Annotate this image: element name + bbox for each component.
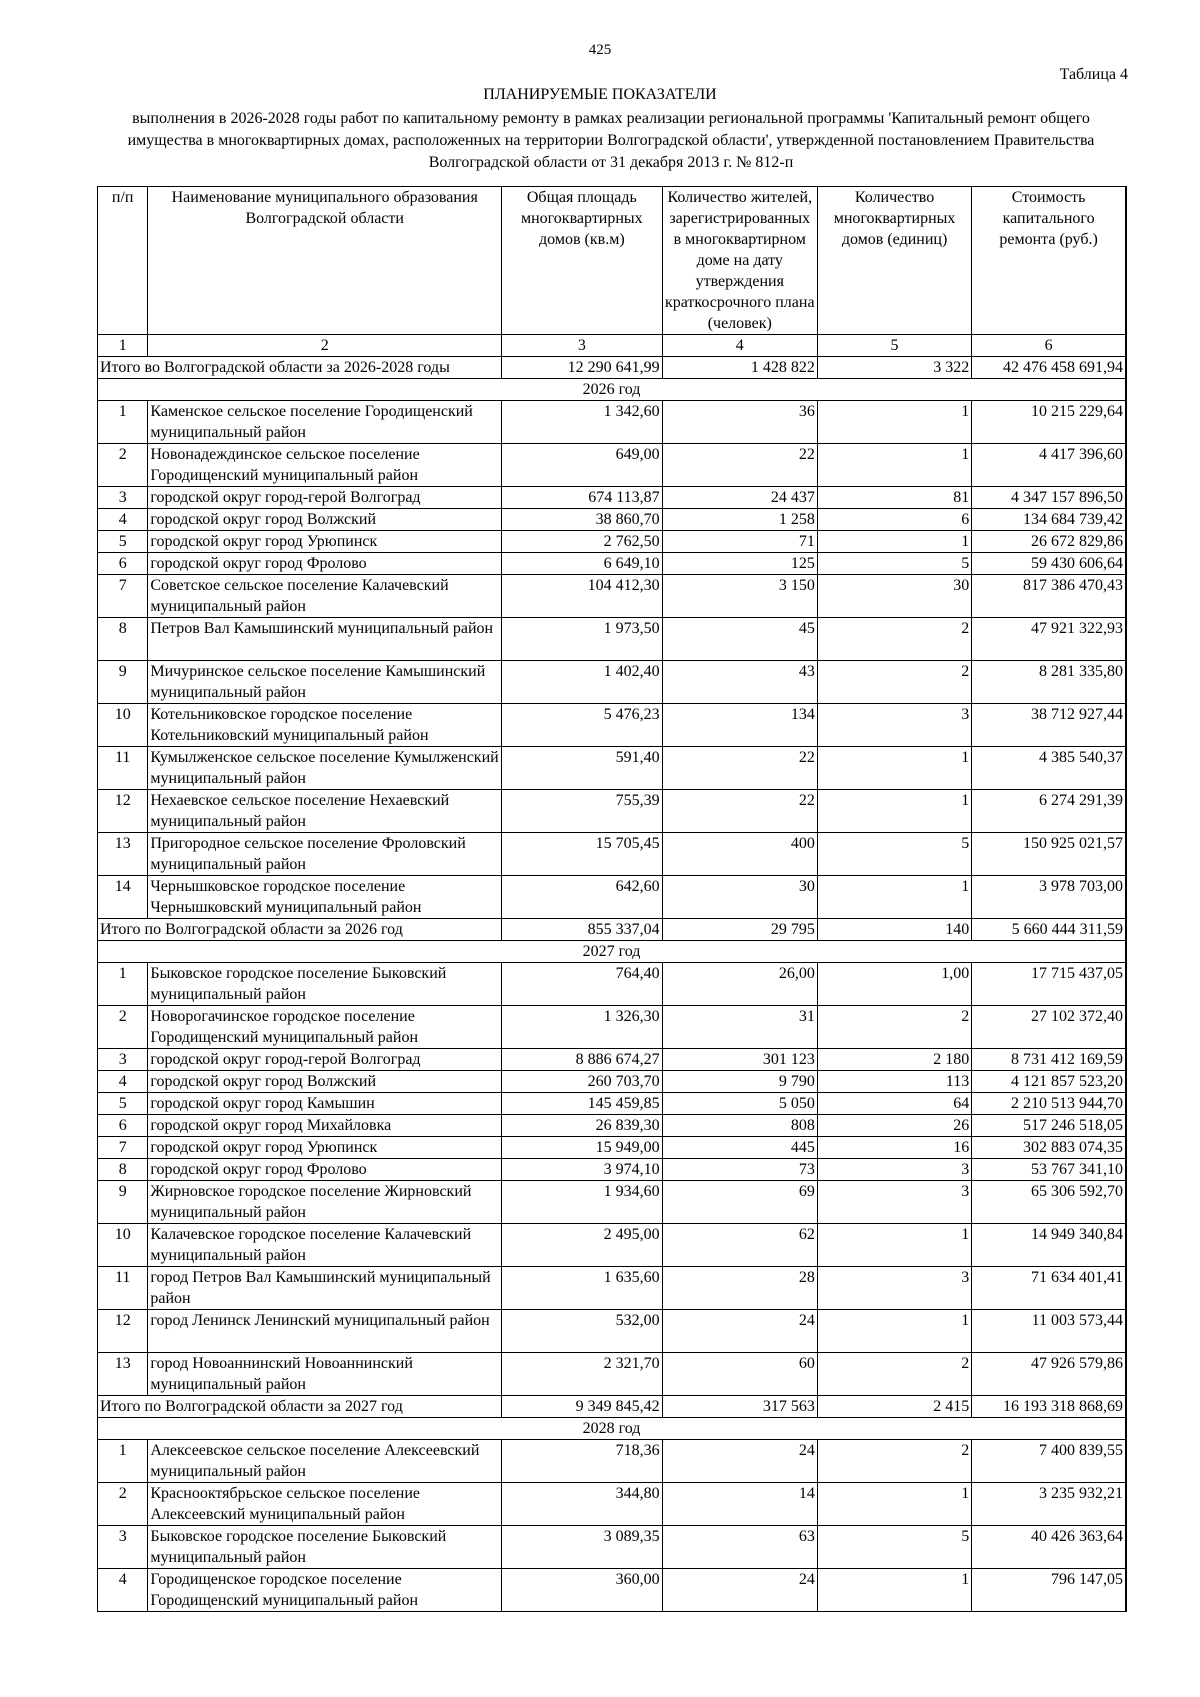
- municipality-name: Краснооктябрьское сельское поселение Алексеевский муниципальный район: [148, 1483, 502, 1526]
- municipality-name: городской округ город Фролово: [148, 1159, 502, 1181]
- cost-value: 10 215 229,64: [972, 401, 1126, 444]
- year-total-row: [98, 1396, 1127, 1418]
- cost-value: 27 102 372,40: [972, 1006, 1126, 1049]
- houses-value: 3: [817, 1181, 971, 1224]
- municipality-name: Алексеевское сельское поселение Алексеевский муниципальный район: [148, 1440, 502, 1483]
- col-number: 4: [662, 335, 817, 357]
- houses-value: 81: [817, 487, 971, 509]
- indicators-table: [97, 186, 1127, 1612]
- houses-value: 2: [817, 661, 971, 704]
- area-value: 764,40: [502, 963, 663, 1006]
- houses-value: 5: [817, 833, 971, 876]
- municipality-name: городской округ город Урюпинск: [148, 1137, 502, 1159]
- row-number: 7: [98, 1137, 148, 1159]
- cost-value: 3 978 703,00: [972, 876, 1126, 919]
- houses-value: 2 180: [817, 1049, 971, 1071]
- area-value: 1 342,60: [502, 401, 663, 444]
- houses-value: 1: [817, 790, 971, 833]
- residents-value: 24: [662, 1569, 817, 1612]
- residents-value: 62: [662, 1224, 817, 1267]
- houses-value: 2: [817, 1440, 971, 1483]
- houses-value: 16: [817, 1137, 971, 1159]
- row-number: 9: [98, 661, 148, 704]
- grand-total-houses: 3 322: [817, 357, 971, 379]
- houses-value: 3: [817, 704, 971, 747]
- year-total-residents: 29 795: [662, 919, 817, 941]
- table-row: [98, 1071, 1127, 1093]
- residents-value: 1 258: [662, 509, 817, 531]
- year-header-row: [98, 1418, 1127, 1440]
- area-value: 2 321,70: [502, 1353, 663, 1396]
- area-value: 360,00: [502, 1569, 663, 1612]
- area-value: 3 089,35: [502, 1526, 663, 1569]
- page-number: 425: [588, 42, 612, 58]
- cost-value: 71 634 401,41: [972, 1267, 1126, 1310]
- table-row: [98, 1440, 1127, 1483]
- table-row: [98, 553, 1127, 575]
- row-number: 11: [98, 1267, 148, 1310]
- houses-value: 26: [817, 1115, 971, 1137]
- municipality-name: городской округ город Фролово: [148, 553, 502, 575]
- cost-value: 65 306 592,70: [972, 1181, 1126, 1224]
- document-title: ПЛАНИРУЕМЫЕ ПОКАЗАТЕЛИ: [483, 86, 717, 103]
- municipality-name: Нехаевское сельское поселение Нехаевский муниципальный район: [148, 790, 502, 833]
- cost-value: 47 926 579,86: [972, 1353, 1126, 1396]
- row-number: 9: [98, 1181, 148, 1224]
- grand-total-area: 12 290 641,99: [502, 357, 663, 379]
- municipality-name: Петров Вал Камышинский муниципальный район: [148, 618, 502, 661]
- area-value: 145 459,85: [502, 1093, 663, 1115]
- row-number: 7: [98, 575, 148, 618]
- residents-value: 63: [662, 1526, 817, 1569]
- table-row: [98, 876, 1127, 919]
- municipality-name: Калачевское городское поселение Калачевский муниципальный район: [148, 1224, 502, 1267]
- cost-value: 8 281 335,80: [972, 661, 1126, 704]
- cost-value: 7 400 839,55: [972, 1440, 1126, 1483]
- houses-value: 2: [817, 618, 971, 661]
- cost-value: 4 121 857 523,20: [972, 1071, 1126, 1093]
- header-residents: Количество жителей, зарегистрированных в многоквартирном доме на дату утверждения краткосрочного плана (человек): [662, 187, 817, 335]
- header-area: Общая площадь многоквартирных домов (кв.м): [502, 187, 663, 335]
- residents-value: 22: [662, 747, 817, 790]
- row-number: 3: [98, 1526, 148, 1569]
- row-number: 13: [98, 1353, 148, 1396]
- cost-value: 14 949 340,84: [972, 1224, 1126, 1267]
- cost-value: 6 274 291,39: [972, 790, 1126, 833]
- table-row: [98, 1137, 1127, 1159]
- area-value: 15 705,45: [502, 833, 663, 876]
- year-label: 2026 год: [98, 379, 1127, 401]
- year-total-label: Итого по Волгоградской области за 2027 год: [98, 1396, 502, 1418]
- residents-value: 31: [662, 1006, 817, 1049]
- municipality-name: Пригородное сельское поселение Фроловский муниципальный район: [148, 833, 502, 876]
- houses-value: 5: [817, 1526, 971, 1569]
- table-row: [98, 1353, 1127, 1396]
- table-row: [98, 1224, 1127, 1267]
- row-number: 5: [98, 1093, 148, 1115]
- year-total-houses: 140: [817, 919, 971, 941]
- area-value: 718,36: [502, 1440, 663, 1483]
- year-label: 2028 год: [98, 1418, 1127, 1440]
- cost-value: 3 235 932,21: [972, 1483, 1126, 1526]
- row-number: 8: [98, 618, 148, 661]
- header-cost: Стоимость капитального ремонта (руб.): [972, 187, 1126, 335]
- area-value: 6 649,10: [502, 553, 663, 575]
- municipality-name: Кумылженское сельское поселение Кумылженский муниципальный район: [148, 747, 502, 790]
- cost-value: 53 767 341,10: [972, 1159, 1126, 1181]
- houses-value: 1: [817, 1310, 971, 1353]
- area-value: 1 402,40: [502, 661, 663, 704]
- area-value: 3 974,10: [502, 1159, 663, 1181]
- residents-value: 14: [662, 1483, 817, 1526]
- area-value: 260 703,70: [502, 1071, 663, 1093]
- houses-value: 1,00: [817, 963, 971, 1006]
- table-row: [98, 1159, 1127, 1181]
- residents-value: 22: [662, 790, 817, 833]
- cost-value: 150 925 021,57: [972, 833, 1126, 876]
- cost-value: 8 731 412 169,59: [972, 1049, 1126, 1071]
- area-value: 1 934,60: [502, 1181, 663, 1224]
- cost-value: 4 417 396,60: [972, 444, 1126, 487]
- year-total-residents: 317 563: [662, 1396, 817, 1418]
- row-number: 3: [98, 487, 148, 509]
- houses-value: 30: [817, 575, 971, 618]
- table-row: [98, 963, 1127, 1006]
- area-value: 1 326,30: [502, 1006, 663, 1049]
- row-number: 2: [98, 1006, 148, 1049]
- row-number: 5: [98, 531, 148, 553]
- col-number: 5: [817, 335, 971, 357]
- table-label: Таблица 4: [1059, 66, 1128, 83]
- row-number: 14: [98, 876, 148, 919]
- row-number: 12: [98, 790, 148, 833]
- year-header-row: [98, 941, 1127, 963]
- residents-value: 43: [662, 661, 817, 704]
- municipality-name: Быковское городское поселение Быковский муниципальный район: [148, 963, 502, 1006]
- document-subtitle: выполнения в 2026-2028 годы работ по капитальному ремонту в рамках реализации региональной программы 'Капитальный ремонт общего имущества в многоквартирных домах, расположенных на территории Волгоградской области', утвержденной постановлением Правительства Волгоградской области от 31 декабря 2013 г. № 812-п: [127, 110, 1095, 171]
- area-value: 755,39: [502, 790, 663, 833]
- col-number: 2: [148, 335, 502, 357]
- municipality-name: Каменское сельское поселение Городищенский муниципальный район: [148, 401, 502, 444]
- houses-value: 1: [817, 401, 971, 444]
- table-row: [98, 704, 1127, 747]
- residents-value: 134: [662, 704, 817, 747]
- table-row: [98, 1006, 1127, 1049]
- area-value: 344,80: [502, 1483, 663, 1526]
- cost-value: 40 426 363,64: [972, 1526, 1126, 1569]
- municipality-name: город Ленинск Ленинский муниципальный район: [148, 1310, 502, 1353]
- residents-value: 125: [662, 553, 817, 575]
- cost-value: 38 712 927,44: [972, 704, 1126, 747]
- table-row: [98, 531, 1127, 553]
- header-num: п/п: [98, 187, 148, 335]
- cost-value: 302 883 074,35: [972, 1137, 1126, 1159]
- table-row: [98, 1267, 1127, 1310]
- municipality-name: городской округ город Волжский: [148, 1071, 502, 1093]
- municipality-name: городской округ город-герой Волгоград: [148, 487, 502, 509]
- residents-value: 808: [662, 1115, 817, 1137]
- houses-value: 1: [817, 1483, 971, 1526]
- year-total-area: 855 337,04: [502, 919, 663, 941]
- residents-value: 69: [662, 1181, 817, 1224]
- residents-value: 71: [662, 531, 817, 553]
- houses-value: 64: [817, 1093, 971, 1115]
- year-header-row: [98, 379, 1127, 401]
- table-row: [98, 1310, 1127, 1353]
- area-value: 15 949,00: [502, 1137, 663, 1159]
- municipality-name: городской округ город-герой Волгоград: [148, 1049, 502, 1071]
- municipality-name: городской округ город Михайловка: [148, 1115, 502, 1137]
- year-total-cost: 5 660 444 311,59: [972, 919, 1126, 941]
- municipality-name: город Новоаннинский Новоаннинский муниципальный район: [148, 1353, 502, 1396]
- table-row: [98, 661, 1127, 704]
- year-label: 2027 год: [98, 941, 1127, 963]
- houses-value: 1: [817, 531, 971, 553]
- cost-value: 817 386 470,43: [972, 575, 1126, 618]
- municipality-name: Котельниковское городское поселение Котельниковский муниципальный район: [148, 704, 502, 747]
- area-value: 2 762,50: [502, 531, 663, 553]
- row-number: 12: [98, 1310, 148, 1353]
- row-number: 4: [98, 1569, 148, 1612]
- municipality-name: городской округ город Камышин: [148, 1093, 502, 1115]
- table-header-row: [98, 187, 1127, 335]
- area-value: 5 476,23: [502, 704, 663, 747]
- row-number: 1: [98, 1440, 148, 1483]
- table-row: [98, 618, 1127, 661]
- row-number: 10: [98, 1224, 148, 1267]
- grand-total-cost: 42 476 458 691,94: [972, 357, 1126, 379]
- table-row: [98, 833, 1127, 876]
- year-total-area: 9 349 845,42: [502, 1396, 663, 1418]
- houses-value: 5: [817, 553, 971, 575]
- municipality-name: Чернышковское городское поселение Чернышковский муниципальный район: [148, 876, 502, 919]
- area-value: 1 635,60: [502, 1267, 663, 1310]
- cost-value: 134 684 739,42: [972, 509, 1126, 531]
- table-row: [98, 487, 1127, 509]
- grand-total-row: [98, 357, 1127, 379]
- residents-value: 24: [662, 1440, 817, 1483]
- table-row: [98, 401, 1127, 444]
- col-number: 1: [98, 335, 148, 357]
- area-value: 38 860,70: [502, 509, 663, 531]
- row-number: 3: [98, 1049, 148, 1071]
- residents-value: 445: [662, 1137, 817, 1159]
- cost-value: 4 347 157 896,50: [972, 487, 1126, 509]
- residents-value: 30: [662, 876, 817, 919]
- row-number: 10: [98, 704, 148, 747]
- houses-value: 6: [817, 509, 971, 531]
- residents-value: 24 437: [662, 487, 817, 509]
- row-number: 6: [98, 553, 148, 575]
- table-row: [98, 509, 1127, 531]
- cost-value: 59 430 606,64: [972, 553, 1126, 575]
- row-number: 13: [98, 833, 148, 876]
- residents-value: 36: [662, 401, 817, 444]
- residents-value: 5 050: [662, 1093, 817, 1115]
- houses-value: 1: [817, 1569, 971, 1612]
- residents-value: 60: [662, 1353, 817, 1396]
- table-row: [98, 1569, 1127, 1612]
- table-row: [98, 790, 1127, 833]
- table-row: [98, 1526, 1127, 1569]
- area-value: 674 113,87: [502, 487, 663, 509]
- grand-total-label: Итого во Волгоградской области за 2026-2028 годы: [98, 357, 502, 379]
- table-row: [98, 747, 1127, 790]
- col-number: 6: [972, 335, 1126, 357]
- area-value: 532,00: [502, 1310, 663, 1353]
- cost-value: 2 210 513 944,70: [972, 1093, 1126, 1115]
- residents-value: 301 123: [662, 1049, 817, 1071]
- area-value: 591,40: [502, 747, 663, 790]
- row-number: 1: [98, 401, 148, 444]
- row-number: 4: [98, 1071, 148, 1093]
- area-value: 26 839,30: [502, 1115, 663, 1137]
- cost-value: 11 003 573,44: [972, 1310, 1126, 1353]
- area-value: 1 973,50: [502, 618, 663, 661]
- residents-value: 3 150: [662, 575, 817, 618]
- municipality-name: Советское сельское поселение Калачевский муниципальный район: [148, 575, 502, 618]
- municipality-name: Новонадеждинское сельское поселение Городищенский муниципальный район: [148, 444, 502, 487]
- header-houses: Количество многоквартирных домов (единиц): [817, 187, 971, 335]
- row-number: 6: [98, 1115, 148, 1137]
- row-number: 4: [98, 509, 148, 531]
- municipality-name: городской округ город Урюпинск: [148, 531, 502, 553]
- residents-value: 24: [662, 1310, 817, 1353]
- year-total-houses: 2 415: [817, 1396, 971, 1418]
- row-number: 8: [98, 1159, 148, 1181]
- row-number: 1: [98, 963, 148, 1006]
- area-value: 8 886 674,27: [502, 1049, 663, 1071]
- table-row: [98, 1181, 1127, 1224]
- table-row: [98, 1115, 1127, 1137]
- row-number: 11: [98, 747, 148, 790]
- area-value: 2 495,00: [502, 1224, 663, 1267]
- area-value: 649,00: [502, 444, 663, 487]
- table-row: [98, 444, 1127, 487]
- houses-value: 3: [817, 1267, 971, 1310]
- residents-value: 73: [662, 1159, 817, 1181]
- houses-value: 1: [817, 1224, 971, 1267]
- houses-value: 2: [817, 1006, 971, 1049]
- table-row: [98, 575, 1127, 618]
- houses-value: 113: [817, 1071, 971, 1093]
- cost-value: 47 921 322,93: [972, 618, 1126, 661]
- area-value: 104 412,30: [502, 575, 663, 618]
- year-total-label: Итого по Волгоградской области за 2026 год: [98, 919, 502, 941]
- row-number: 2: [98, 1483, 148, 1526]
- cost-value: 796 147,05: [972, 1569, 1126, 1612]
- cost-value: 4 385 540,37: [972, 747, 1126, 790]
- municipality-name: Городищенское городское поселение Городищенский муниципальный район: [148, 1569, 502, 1612]
- table-row: [98, 1049, 1127, 1071]
- houses-value: 2: [817, 1353, 971, 1396]
- cost-value: 17 715 437,05: [972, 963, 1126, 1006]
- residents-value: 26,00: [662, 963, 817, 1006]
- residents-value: 9 790: [662, 1071, 817, 1093]
- municipality-name: Мичуринское сельское поселение Камышинский муниципальный район: [148, 661, 502, 704]
- residents-value: 400: [662, 833, 817, 876]
- row-number: 2: [98, 444, 148, 487]
- residents-value: 45: [662, 618, 817, 661]
- area-value: 642,60: [502, 876, 663, 919]
- column-number-row: [98, 335, 1127, 357]
- residents-value: 28: [662, 1267, 817, 1310]
- municipality-name: Быковское городское поселение Быковский муниципальный район: [148, 1526, 502, 1569]
- municipality-name: городской округ город Волжский: [148, 509, 502, 531]
- year-total-row: [98, 919, 1127, 941]
- header-name: Наименование муниципального образования Волгоградской области: [148, 187, 502, 335]
- houses-value: 1: [817, 747, 971, 790]
- grand-total-residents: 1 428 822: [662, 357, 817, 379]
- houses-value: 1: [817, 876, 971, 919]
- houses-value: 3: [817, 1159, 971, 1181]
- municipality-name: Жирновское городское поселение Жирновский муниципальный район: [148, 1181, 502, 1224]
- municipality-name: город Петров Вал Камышинский муниципальный район: [148, 1267, 502, 1310]
- year-total-cost: 16 193 318 868,69: [972, 1396, 1126, 1418]
- table-row: [98, 1483, 1127, 1526]
- cost-value: 26 672 829,86: [972, 531, 1126, 553]
- houses-value: 1: [817, 444, 971, 487]
- residents-value: 22: [662, 444, 817, 487]
- table-row: [98, 1093, 1127, 1115]
- cost-value: 517 246 518,05: [972, 1115, 1126, 1137]
- col-number: 3: [502, 335, 663, 357]
- municipality-name: Новорогачинское городское поселение Городищенский муниципальный район: [148, 1006, 502, 1049]
